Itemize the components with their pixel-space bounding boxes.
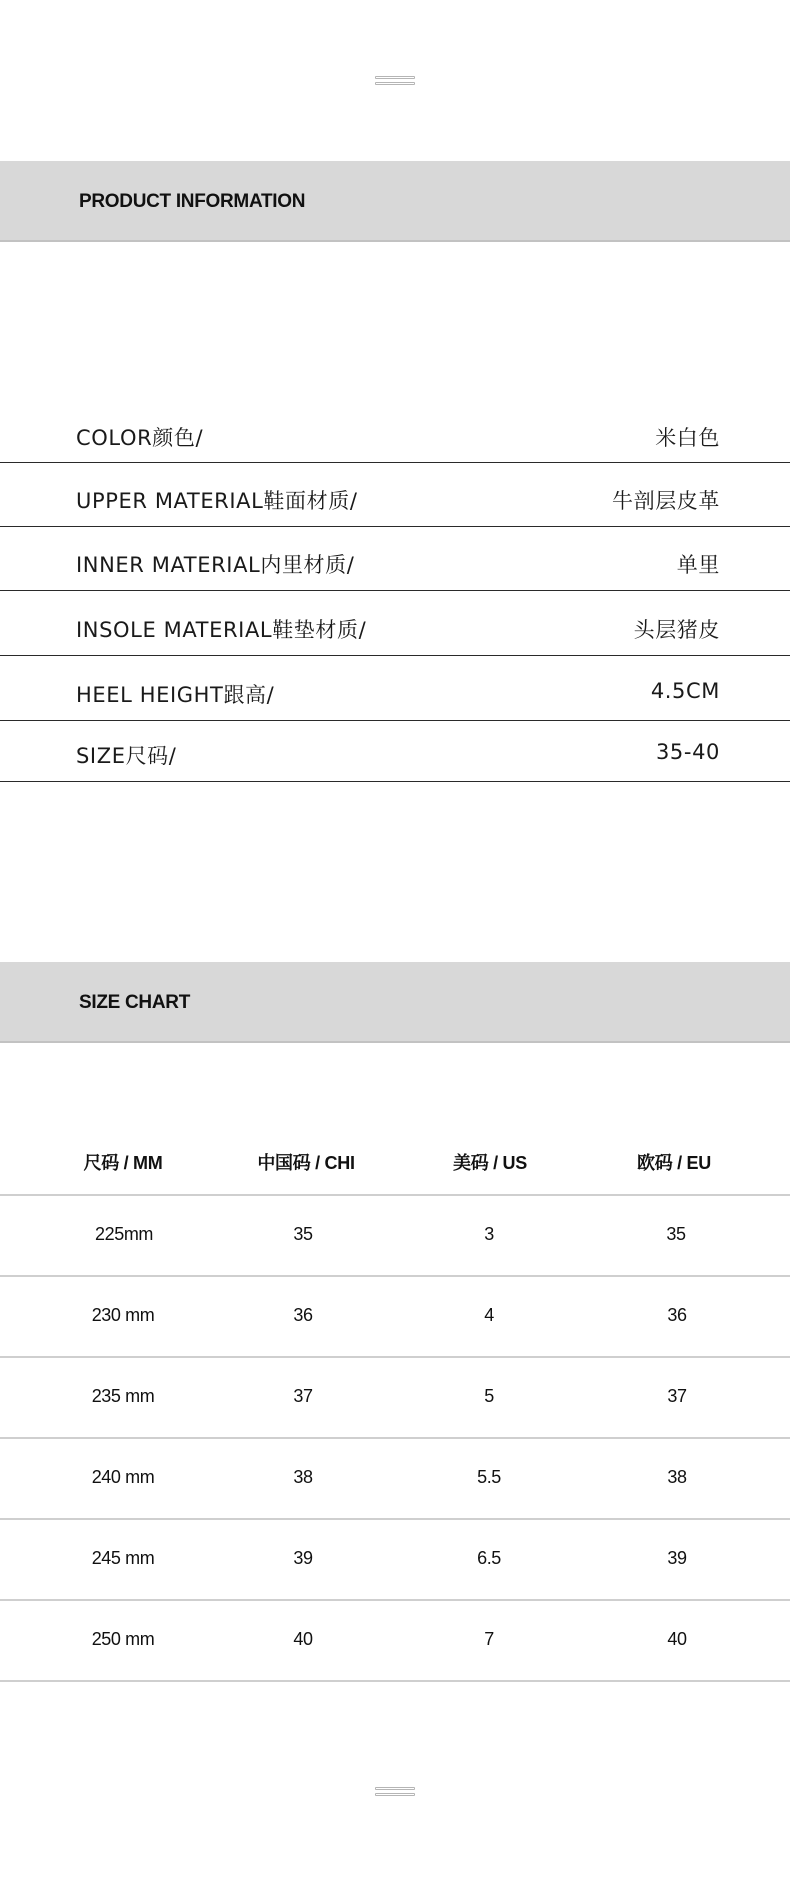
table-cell: 225mm bbox=[94, 1224, 154, 1244]
info-row-inner-material bbox=[0, 527, 790, 591]
size-table-header bbox=[0, 1136, 790, 1196]
table-row bbox=[0, 1196, 790, 1277]
table-cell: 37 bbox=[293, 1386, 313, 1406]
table-row bbox=[0, 1520, 790, 1601]
table-row bbox=[0, 1439, 790, 1520]
table-cell: 235 mm bbox=[91, 1386, 155, 1406]
info-label: HEEL HEIGHT跟高/ bbox=[76, 683, 275, 707]
table-cell: 35 bbox=[666, 1224, 686, 1244]
table-cell: 7 bbox=[484, 1629, 494, 1649]
info-value: 4.5CM bbox=[650, 679, 720, 703]
table-row bbox=[0, 1601, 790, 1682]
table-cell: 36 bbox=[667, 1305, 687, 1325]
size-chart-header bbox=[0, 962, 790, 1043]
product-information-header bbox=[0, 161, 790, 242]
info-row-size bbox=[0, 721, 790, 782]
info-row-heel-height bbox=[0, 656, 790, 721]
info-value: 单里 bbox=[676, 553, 720, 577]
table-row bbox=[0, 1277, 790, 1358]
table-cell: 4 bbox=[484, 1305, 494, 1325]
table-cell: 240 mm bbox=[91, 1467, 155, 1487]
info-value: 牛剖层皮革 bbox=[612, 489, 720, 513]
info-value: 头层猪皮 bbox=[633, 618, 720, 642]
table-cell: 245 mm bbox=[91, 1548, 155, 1568]
table-cell: 6.5 bbox=[477, 1548, 501, 1568]
table-cell: 36 bbox=[293, 1305, 313, 1325]
table-row bbox=[0, 1358, 790, 1439]
column-header-mm: 尺码 / MM bbox=[83, 1153, 163, 1173]
table-cell: 250 mm bbox=[91, 1629, 155, 1649]
info-value: 35-40 bbox=[655, 740, 720, 764]
table-cell: 230 mm bbox=[91, 1305, 155, 1325]
table-cell: 3 bbox=[484, 1224, 494, 1244]
table-cell: 38 bbox=[293, 1467, 313, 1487]
column-header-eu: 欧码 / EU bbox=[637, 1153, 711, 1173]
table-cell: 5.5 bbox=[477, 1467, 501, 1487]
table-cell: 39 bbox=[667, 1548, 687, 1568]
info-label: INNER MATERIAL内里材质/ bbox=[76, 553, 355, 577]
info-row-insole-material bbox=[0, 591, 790, 656]
info-label: UPPER MATERIAL鞋面材质/ bbox=[76, 489, 358, 513]
section-title: SIZE CHART bbox=[79, 992, 191, 1013]
double-line-divider-icon bbox=[375, 74, 415, 88]
table-cell: 39 bbox=[293, 1548, 313, 1568]
column-header-us: 美码 / US bbox=[453, 1153, 527, 1173]
table-cell: 35 bbox=[293, 1224, 313, 1244]
table-cell: 5 bbox=[484, 1386, 494, 1406]
table-cell: 37 bbox=[667, 1386, 687, 1406]
info-row-color bbox=[0, 412, 790, 463]
table-cell: 38 bbox=[667, 1467, 687, 1487]
section-title: PRODUCT INFORMATION bbox=[79, 191, 306, 212]
info-label: SIZE尺码/ bbox=[76, 744, 177, 768]
info-value: 米白色 bbox=[655, 426, 720, 450]
column-header-chi: 中国码 / CHI bbox=[257, 1153, 355, 1173]
table-cell: 40 bbox=[667, 1629, 687, 1649]
info-label: INSOLE MATERIAL鞋垫材质/ bbox=[76, 618, 367, 642]
info-label: COLOR颜色/ bbox=[76, 426, 204, 450]
table-cell: 40 bbox=[293, 1629, 313, 1649]
info-row-upper-material bbox=[0, 463, 790, 527]
double-line-divider-icon bbox=[375, 1785, 415, 1799]
